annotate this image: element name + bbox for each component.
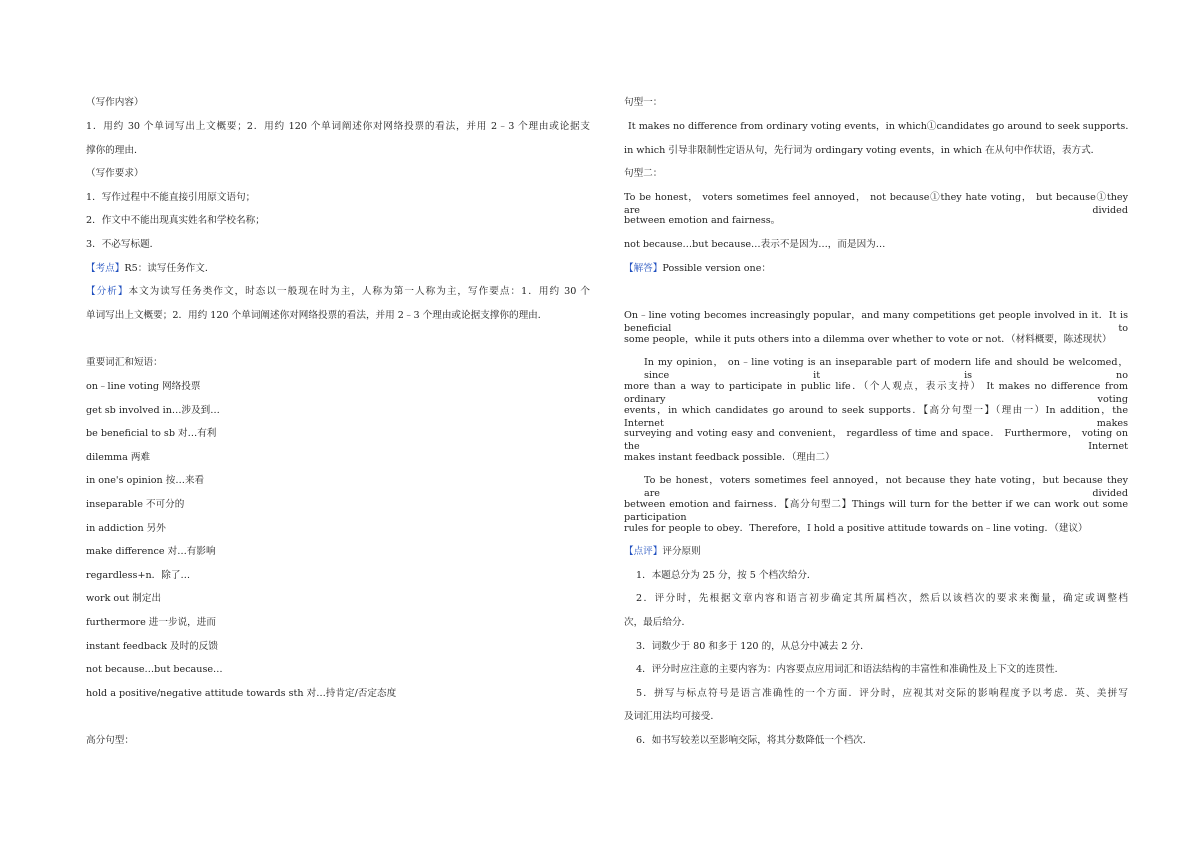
kaodian-text: R5：读写任务作文． (124, 263, 215, 274)
vocab-item: regardless+n．除了… (86, 570, 191, 581)
vocab-item: work out 制定出 (86, 593, 162, 604)
vocab-item: furthermore 进一步说，进而 (86, 617, 216, 628)
vocab-item: not because…but because… (86, 664, 223, 675)
writing-requirements-heading: （写作要求） (86, 168, 144, 179)
dianping-paragraph (624, 545, 1128, 558)
pattern-one-sentence: It makes no difference from ordinary voting events，in which①candidates go around to seek supports． (628, 121, 1135, 132)
scoring-rule: 2．评分时，先根据文章内容和语言初步确定其所属档次，然后以该档次的要求来衡量，确定或调整档 (636, 593, 1128, 604)
fenxi-paragraph (86, 285, 590, 298)
vocab-item: get sb involved in…涉及到… (86, 405, 220, 416)
essay-line: rules for people to obey．Therefore，I hold a positive attitude towards on﹣line voting．（建议） (624, 523, 1088, 534)
writing-content-heading: （写作内容） (86, 97, 144, 108)
vocab-item: be beneficial to sb 对…有利 (86, 428, 217, 439)
scoring-rule: 1．本题总分为 25 分，按 5 个档次给分． (636, 570, 817, 581)
vocab-item: instant feedback 及时的反馈 (86, 641, 218, 652)
scoring-rule: 3．词数少于 80 和多于 120 的，从总分中减去 2 分． (636, 641, 870, 652)
pattern-two-heading: 句型二： (624, 168, 663, 179)
requirement-item: 1．写作过程中不能直接引用原文语句； (86, 192, 256, 203)
sentence-pattern-heading: 高分句型： (86, 735, 134, 746)
essay-line: In my opinion， on﹣line voting is an inseparable part of modern life and should be welcomed， since it is no (644, 357, 1128, 381)
scoring-rule: 5．拼写与标点符号是语言准确性的一个方面．评分时，应视其对交际的影响程度予以考虑．英、美拼写 (636, 688, 1128, 699)
content-item-line: 1．用约 30 个单词写出上文概要；2．用约 120 个单词阐述你对网络投票的看法，并用 2﹣3 个理由或论据支 (86, 121, 590, 132)
kaodian-tag: 【考点】 (86, 263, 125, 274)
pattern-two-sentence-continued: between emotion and fairness。 (624, 215, 781, 226)
jieda-text: Possible version one： (662, 263, 771, 274)
scoring-rule-continued: 及词汇用法均可接受． (624, 711, 720, 722)
vocab-heading: 重要词汇和短语： (86, 357, 163, 368)
requirement-item: 3．不必写标题． (86, 239, 160, 250)
pattern-one-note: in which 引导非限制性定语从句，先行词为 ordingary voting events，in which 在从句中作状语，表方式． (624, 145, 1101, 156)
kaodian-paragraph (86, 262, 590, 275)
vocab-item: dilemma 两难 (86, 452, 151, 463)
scoring-rule: 4．评分时应注意的主要内容为：内容要点应用词汇和语法结构的丰富性和准确性及上下文的连贯性． (636, 664, 1065, 675)
vocab-item: inseparable 不可分的 (86, 499, 185, 510)
dianping-tag: 【点评】 (624, 546, 663, 557)
essay-line: To be honest，voters sometimes feel annoyed，not because they hate voting，but because they are divided (644, 475, 1128, 499)
essay-line: events，in which candidates go around to seek supports．【高分句型一】（理由一）In addition，the Internet makes (624, 405, 1128, 429)
fenxi-text: 本文为读写任务类作文，时态以一般现在时为主，人称为第一人称为主，写作要点：1．用约 30 个 (128, 286, 590, 297)
vocab-item: in one's opinion 按…来看 (86, 475, 205, 486)
essay-line: makes instant feedback possible．（理由二） (624, 452, 835, 463)
pattern-two-note: not because…but because…表示不是因为…，而是因为… (624, 239, 886, 250)
vocab-item: on﹣line voting 网络投票 (86, 381, 201, 392)
jieda-paragraph (624, 262, 1128, 275)
dianping-text: 评分原则 (662, 546, 701, 557)
pattern-two-sentence: To be honest， voters sometimes feel annoyed， not because①they hate voting， but because①they are divided (624, 192, 1128, 216)
essay-line: surveying and voting easy and convenient， regardless of time and space． Furthermore， voting on the Internet (624, 428, 1128, 452)
scoring-rule: 6．如书写较差以至影响交际，将其分数降低一个档次． (636, 735, 873, 746)
essay-line: some people，while it puts others into a dilemma over whether to vote or not．（材料概要，陈述现状） (624, 334, 1112, 345)
requirement-item: 2．作文中不能出现真实姓名和学校名称； (86, 215, 265, 226)
fenxi-tag: 【分析】 (86, 286, 129, 297)
vocab-item: hold a positive/negative attitude towards sth 对…持肯定/否定态度 (86, 688, 397, 699)
jieda-tag: 【解答】 (624, 263, 663, 274)
fenxi-text-continued: 单词写出上文概要；2．用约 120 个单词阐述你对网络投票的看法，并用 2﹣3 个理由或论据支撑你的理由． (86, 310, 548, 321)
pattern-one-heading: 句型一： (624, 97, 663, 108)
essay-line: more than a way to participate in public life．（个人观点，表示支持） It makes no difference from ordinary voting (624, 381, 1128, 405)
essay-line: On﹣line voting becomes increasingly popular，and many competitions get people involved in it．It is beneficial to (624, 310, 1128, 334)
vocab-item: in addiction 另外 (86, 523, 166, 534)
scoring-rule-continued: 次，最后给分． (624, 617, 692, 628)
content-item-line: 撑你的理由． (86, 145, 144, 156)
vocab-item: make difference 对…有影响 (86, 546, 216, 557)
essay-line: between emotion and fairness．【高分句型二】Things will turn for the better if we can work out some participation (624, 499, 1128, 523)
